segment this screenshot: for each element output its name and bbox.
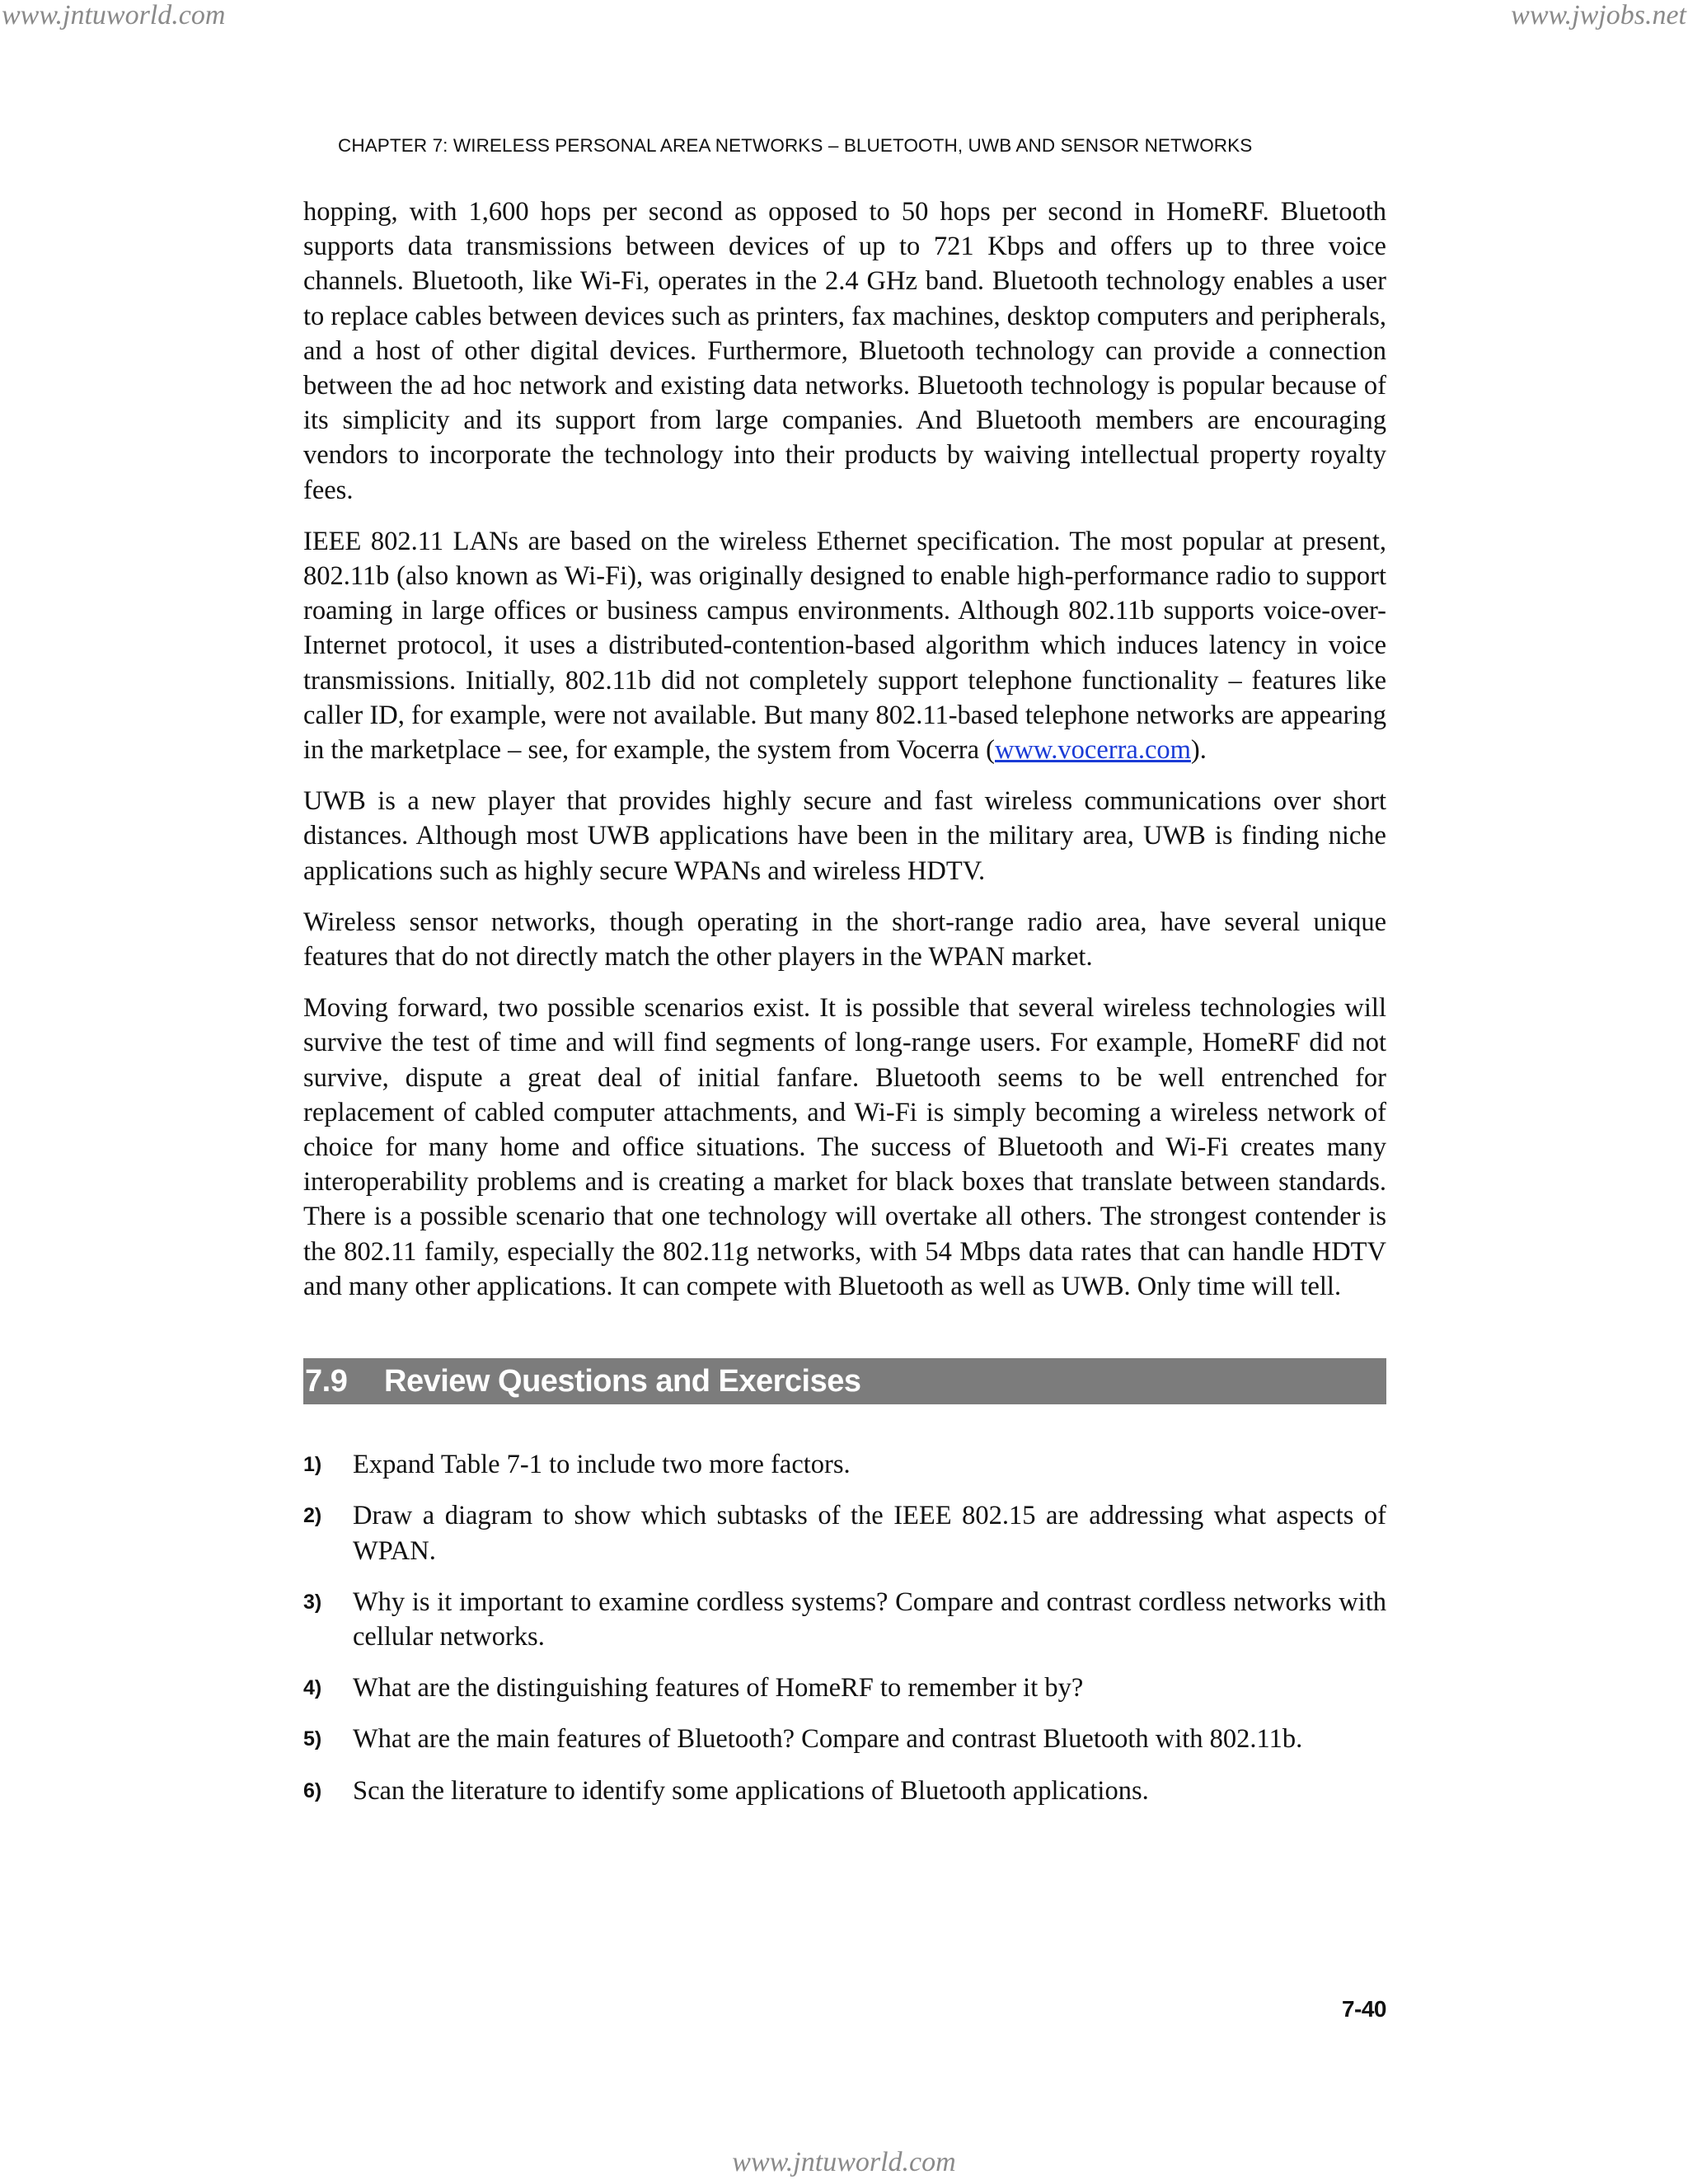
question-text: Expand Table 7-1 to include two more factors.: [353, 1450, 851, 1480]
paragraph-sensor-networks: Wireless sensor networks, though operating in the short-range radio area, have several unique features that do not directly match the other players in the WPAN market.: [303, 907, 1386, 972]
list-item: [303, 1671, 1386, 1705]
question-number: 3): [303, 1590, 322, 1614]
question-text: Draw a diagram to show which subtasks of the IEEE 802.15 are addressing what aspects of WPAN.: [353, 1501, 1386, 1566]
paragraph-ieee-text: IEEE 802.11 LANs are based on the wireless Ethernet specification. The most popular at present, 802.11b (also known as Wi-Fi), was originally designed to enable high-performance radio to support roaming in large offices or business campus environments. Although 802.11b supports voice-over-Internet protocol, it uses a distributed-contention-based algorithm which induces latency in voice transmissions. Initially, 802.11b did not completely support telephone functionality – features like caller ID, for example, were not available. But many 802.11-based telephone networks are appearing in the marketplace – see, for example, the system from Vocerra (: [303, 526, 1386, 766]
vocerra-link[interactable]: www.vocerra.com: [994, 735, 1191, 766]
question-number: 4): [303, 1676, 322, 1700]
list-item: [303, 1585, 1386, 1654]
question-text: What are the distinguishing features of HomeRF to remember it by?: [353, 1673, 1084, 1704]
question-text: Scan the literature to identify some applications of Bluetooth applications.: [353, 1775, 1149, 1806]
watermark-top-right: www.jwjobs.net: [1511, 0, 1686, 30]
page-number: 7-40: [1341, 1996, 1386, 2022]
question-text: Why is it important to examine cordless systems? Compare and contrast cordless networks with cellular networks.: [353, 1586, 1386, 1652]
section-title: Review Questions and Exercises: [384, 1363, 861, 1399]
section-number: 7.9: [305, 1363, 348, 1399]
chapter-header: CHAPTER 7: WIRELESS PERSONAL AREA NETWORKS – BLUETOOTH, UWB AND SENSOR NETWORKS: [338, 135, 1253, 156]
section-heading: [303, 1358, 1386, 1404]
list-item: [303, 1498, 1386, 1568]
question-number: 2): [303, 1504, 322, 1528]
paragraph-bluetooth: hopping, with 1,600 hops per second as opposed to 50 hops per second in HomeRF. Bluetooth supports data transmissions between devices of up to 721 Kbps and offers up to three voice channels. Bluetooth, like Wi-Fi, operates in the 2.4 GHz band. Bluetooth technology enables a user to replace cables between devices such as printers, fax machines, desktop computers and peripherals, and a host of other digital devices. Furthermore, Bluetooth technology can provide a connection between the ad hoc network and existing data networks. Bluetooth technology is popular because of its simplicity and its support from large companies. And Bluetooth members are encouraging vendors to incorporate the technology into their products by waiving intellectual property royalty fees.: [303, 197, 1386, 505]
watermark-top-left: www.jntuworld.com: [2, 0, 226, 30]
question-text: What are the main features of Bluetooth? Compare and contrast Bluetooth with 802.11b.: [353, 1724, 1303, 1755]
paragraph-moving-forward: Moving forward, two possible scenarios exist. It is possible that several wireless technologies will survive the test of time and will find segments of long-range users. For example, HomeRF did not survive, dispute a great deal of initial fanfare. Bluetooth seems to be well entrenched for replacement of cabled computer attachments, and Wi-Fi is simply becoming a wireless network of choice for many home and office situations. The success of Bluetooth and Wi-Fi creates many interoperability problems and is creating a market for black boxes that translate between standards. There is a possible scenario that one technology will overtake all others. The strongest contender is the 802.11 family, especially the 802.11g networks, with 54 Mbps data rates that can handle HDTV and many other applications. It can compete with Bluetooth as well as UWB. Only time will tell.: [303, 993, 1386, 1301]
paragraph-ieee-80211: [303, 524, 1386, 767]
question-number: 6): [303, 1779, 322, 1802]
paragraph-uwb: UWB is a new player that provides highly secure and fast wireless communications over short distances. Although most UWB applications have been in the military area, UWB is finding niche applications such as highly secure WPANs and wireless HDTV.: [303, 786, 1386, 886]
list-item: [303, 1447, 1386, 1482]
list-item: [303, 1722, 1386, 1756]
question-number: 1): [303, 1453, 322, 1477]
question-number: 5): [303, 1727, 322, 1751]
paragraph-ieee-tail: ).: [1190, 735, 1207, 766]
page-body: [303, 194, 1386, 1825]
review-questions-list: [303, 1447, 1386, 1808]
list-item: [303, 1774, 1386, 1808]
watermark-bottom: www.jntuworld.com: [732, 2147, 956, 2177]
